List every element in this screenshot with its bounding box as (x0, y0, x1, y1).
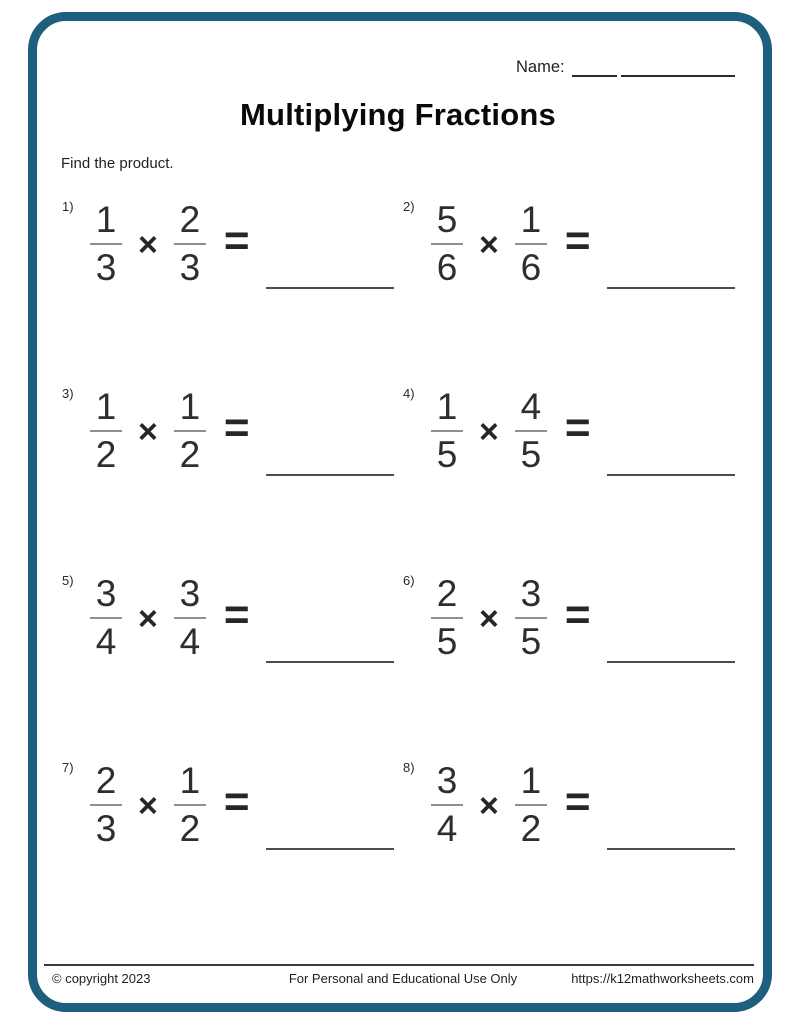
numerator: 3 (436, 760, 458, 802)
numerator: 4 (520, 386, 542, 428)
numerator: 1 (520, 199, 542, 241)
fraction-first (90, 201, 122, 286)
name-field (516, 58, 735, 77)
problem-2 (403, 198, 738, 290)
denominator: 4 (95, 621, 117, 662)
multiply-sign: × (479, 786, 499, 825)
equals-sign: = (223, 590, 250, 639)
answer-blank[interactable] (266, 466, 394, 476)
multiply-sign: × (138, 599, 158, 638)
fraction-first (90, 388, 122, 473)
fraction-first (431, 201, 463, 286)
problem-number: 4) (403, 386, 415, 401)
denominator: 4 (179, 621, 201, 662)
denominator: 6 (436, 247, 458, 288)
numerator: 1 (520, 760, 542, 802)
answer-blank[interactable] (607, 840, 735, 850)
answer-blank[interactable] (607, 279, 735, 289)
fraction-second (174, 388, 206, 473)
fraction-second (174, 762, 206, 847)
denominator: 6 (520, 247, 542, 288)
numerator: 2 (95, 760, 117, 802)
fraction-second (515, 762, 547, 847)
numerator: 1 (436, 386, 458, 428)
problem-number: 2) (403, 199, 415, 214)
numerator: 1 (179, 386, 201, 428)
equals-sign: = (564, 777, 591, 826)
fraction-bar (90, 243, 122, 245)
fraction-bar (174, 617, 206, 619)
instruction-text: Find the product. (61, 155, 174, 172)
problem-5 (62, 572, 403, 664)
fraction-bar (515, 804, 547, 806)
fraction-first (90, 762, 122, 847)
name-blank-line[interactable] (572, 60, 617, 77)
fraction-second (174, 201, 206, 286)
equals-sign: = (223, 777, 250, 826)
equals-sign: = (564, 403, 591, 452)
denominator: 2 (520, 808, 542, 849)
fraction-bar (90, 430, 122, 432)
fraction-second (174, 575, 206, 660)
fraction-second (515, 388, 547, 473)
denominator: 3 (95, 247, 117, 288)
fraction-bar (174, 804, 206, 806)
denominator: 4 (436, 808, 458, 849)
problem-number: 8) (403, 760, 415, 775)
denominator: 2 (95, 434, 117, 475)
problem-number: 6) (403, 573, 415, 588)
fraction-bar (431, 243, 463, 245)
page-title: Multiplying Fractions (240, 97, 556, 132)
multiply-sign: × (138, 225, 158, 264)
numerator: 2 (179, 199, 201, 241)
problem-6 (403, 572, 738, 664)
problem-number: 3) (62, 386, 74, 401)
numerator: 3 (95, 573, 117, 615)
answer-blank[interactable] (266, 840, 394, 850)
footer-copyright: © copyright 2023 (52, 971, 151, 986)
fraction-bar (431, 804, 463, 806)
numerator: 3 (520, 573, 542, 615)
equals-sign: = (564, 590, 591, 639)
fraction-first (431, 762, 463, 847)
fraction-bar (431, 430, 463, 432)
fraction-bar (431, 617, 463, 619)
multiply-sign: × (479, 225, 499, 264)
problem-4 (403, 385, 738, 477)
denominator: 5 (520, 621, 542, 662)
fraction-first (431, 388, 463, 473)
denominator: 3 (95, 808, 117, 849)
problems-grid (62, 198, 738, 946)
fraction-bar (90, 617, 122, 619)
name-label: Name: (516, 58, 565, 76)
equals-sign: = (223, 216, 250, 265)
numerator: 3 (179, 573, 201, 615)
denominator: 2 (179, 808, 201, 849)
numerator: 5 (436, 199, 458, 241)
footer (44, 971, 754, 986)
footer-url: https://k12mathworksheets.com (571, 971, 754, 986)
denominator: 5 (436, 434, 458, 475)
footer-usage-note: For Personal and Educational Use Only (288, 971, 518, 986)
answer-blank[interactable] (266, 653, 394, 663)
fraction-bar (90, 804, 122, 806)
equals-sign: = (223, 403, 250, 452)
fraction-bar (515, 430, 547, 432)
numerator: 1 (179, 760, 201, 802)
name-blank-line[interactable] (621, 60, 735, 77)
answer-blank[interactable] (266, 279, 394, 289)
problem-number: 1) (62, 199, 74, 214)
multiply-sign: × (138, 786, 158, 825)
problem-number: 5) (62, 573, 74, 588)
problem-number: 7) (62, 760, 74, 775)
footer-divider (44, 964, 754, 966)
multiply-sign: × (479, 412, 499, 451)
problem-8 (403, 759, 738, 851)
fraction-first (90, 575, 122, 660)
numerator: 2 (436, 573, 458, 615)
fraction-second (515, 201, 547, 286)
denominator: 5 (436, 621, 458, 662)
fraction-bar (515, 617, 547, 619)
problem-7 (62, 759, 403, 851)
problem-3 (62, 385, 403, 477)
denominator: 3 (179, 247, 201, 288)
equals-sign: = (564, 216, 591, 265)
denominator: 5 (520, 434, 542, 475)
answer-blank[interactable] (607, 466, 735, 476)
fraction-bar (174, 430, 206, 432)
numerator: 1 (95, 199, 117, 241)
answer-blank[interactable] (607, 653, 735, 663)
multiply-sign: × (138, 412, 158, 451)
fraction-bar (174, 243, 206, 245)
problem-1 (62, 198, 403, 290)
numerator: 1 (95, 386, 117, 428)
fraction-second (515, 575, 547, 660)
fraction-bar (515, 243, 547, 245)
multiply-sign: × (479, 599, 499, 638)
fraction-first (431, 575, 463, 660)
denominator: 2 (179, 434, 201, 475)
